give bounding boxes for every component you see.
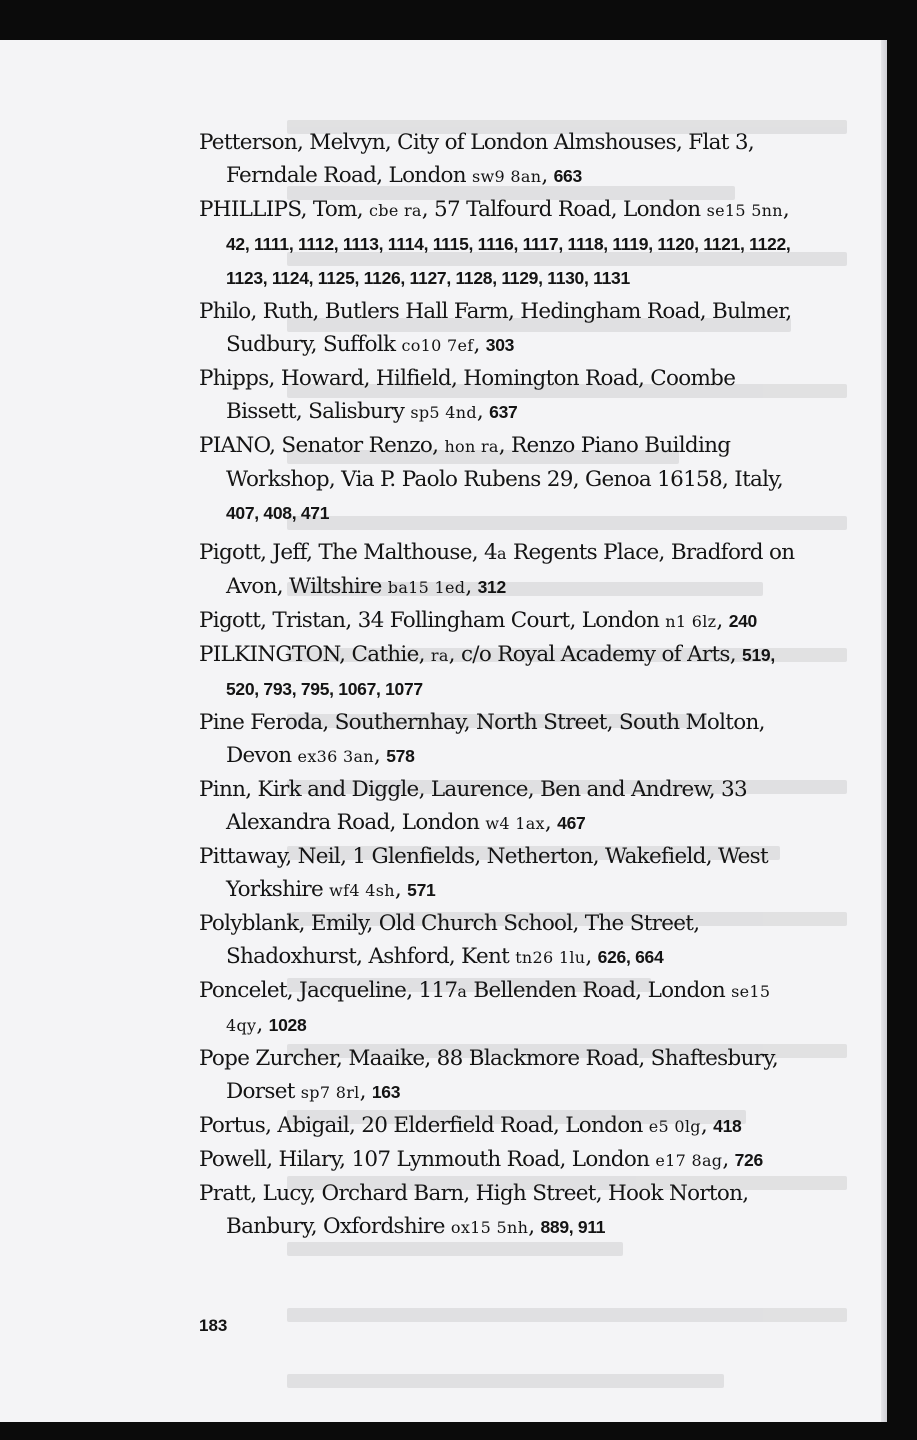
index-entry — [199, 193, 799, 295]
page-refs: 312 — [477, 577, 506, 597]
page-refs: 637 — [489, 402, 518, 422]
separator: , — [716, 608, 729, 633]
entry-text: Phipps, Howard, Hilfield, Homington Road, Coombe Bissett, Salisbury — [199, 366, 736, 424]
page-refs: 240 — [728, 611, 757, 631]
postcode: sw9 8an — [472, 167, 542, 186]
index-entry — [199, 907, 799, 974]
entry-text: , Renzo Piano Building Workshop, Via P. Paolo Rubens 29, Genoa 16158, Italy, — [226, 433, 784, 492]
entry-text: Regents Place, Bradford on Avon, Wiltshire — [226, 540, 795, 599]
page-refs: 303 — [485, 335, 515, 355]
entry-text: Pittaway, Neil, 1 Glenfields, Netherton, Wakefield, West Yorkshire — [199, 844, 768, 902]
honour: cbe ra — [369, 201, 422, 220]
postcode: ex36 3an — [297, 747, 374, 766]
entry-text: Polyblank, Emily, Old Church School, The Street, Shadoxhurst, Ashford, Kent — [199, 911, 700, 969]
index-entry — [199, 706, 799, 773]
postcode: sp5 4nd — [410, 403, 477, 422]
index-entry — [199, 604, 799, 638]
entry-text: Pinn, Kirk and Diggle, Laurence, Ben and Andrew, 33 Alexandra Road, London — [199, 777, 747, 835]
entry-text: PIANO, Senator Renzo, — [199, 433, 445, 458]
entry-text: Powell, Hilary, 107 Lynmouth Road, London — [199, 1147, 656, 1172]
index-entry — [199, 638, 799, 706]
page-refs: 418 — [713, 1116, 742, 1136]
entry-text: PHILLIPS, Tom, — [199, 197, 370, 222]
unit-letter: a — [497, 544, 507, 563]
page-refs: 519, 520, 793, 795, 1067, 1077 — [226, 645, 775, 699]
index-entry — [199, 974, 799, 1042]
postcode: se15 5nn — [706, 201, 783, 220]
unit-letter: a — [457, 982, 468, 1001]
separator: , — [722, 1147, 735, 1172]
entry-text: PILKINGTON, Cathie, — [199, 642, 431, 667]
page-number: 183 — [199, 1316, 228, 1335]
postcode: wf4 4sh — [329, 881, 395, 900]
postcode: se15 4qy — [226, 982, 771, 1035]
page-refs: 42, 1111, 1112, 1113, 1114, 1115, 1116, 1117, 1118, 1119, 1120, 1121, 1122, 1123, 1124, 1125, 1126, 1127, 1128, 1129, 1130, 1131 — [226, 234, 791, 288]
page-refs: 663 — [553, 166, 582, 186]
index-entry — [199, 126, 799, 193]
separator: , — [528, 1214, 541, 1239]
honour: hon ra — [444, 437, 499, 456]
page-refs: 578 — [386, 746, 415, 766]
separator: , — [700, 1113, 714, 1138]
index-entry — [199, 1177, 799, 1244]
page-refs: 726 — [734, 1150, 763, 1170]
honour: ra — [430, 646, 449, 665]
postcode: co10 7ef — [401, 336, 474, 355]
postcode: ox15 5nh — [450, 1218, 529, 1237]
index-entry — [199, 536, 799, 604]
page-edge — [881, 40, 887, 1422]
page-refs: 163 — [371, 1082, 401, 1102]
page-refs: 889, 911 — [540, 1217, 606, 1237]
index-entry — [199, 1109, 799, 1143]
entry-text: Philo, Ruth, Butlers Hall Farm, Hedingham Road, Bulmer, Sudbury, Suffolk — [199, 299, 792, 357]
separator: , — [544, 810, 558, 835]
index-entry — [199, 362, 799, 429]
separator: , — [359, 1079, 372, 1104]
page-refs: 467 — [557, 813, 586, 833]
separator: , — [541, 163, 554, 188]
entry-text: Portus, Abigail, 20 Elderfield Road, London — [199, 1113, 649, 1138]
entry-text: Poncelet, Jacqueline, 117 — [199, 978, 458, 1003]
entry-text: , 57 Talfourd Road, London — [421, 197, 707, 222]
page-refs: 407, 408, 471 — [226, 503, 330, 523]
postcode: e17 8ag — [655, 1151, 723, 1170]
separator: , — [465, 574, 478, 599]
index-entry — [199, 1143, 799, 1177]
postcode: tn26 1lu — [515, 948, 586, 967]
entry-text: Pigott, Jeff, The Malthouse, 4 — [199, 540, 497, 565]
postcode: e5 0lg — [648, 1117, 701, 1136]
separator: , — [473, 332, 486, 357]
page-refs: 571 — [407, 880, 436, 900]
entry-text: Pigott, Tristan, 34 Follingham Court, London — [199, 608, 666, 633]
postcode: sp7 8rl — [300, 1083, 360, 1102]
entry-text: Pratt, Lucy, Orchard Barn, High Street, Hook Norton, Banbury, Oxfordshire — [199, 1181, 749, 1239]
entry-text: Bellenden Road, London — [467, 978, 732, 1003]
entry-text: Pope Zurcher, Maaike, 88 Blackmore Road, Shaftesbury, Dorset — [199, 1046, 779, 1104]
separator: , — [585, 944, 598, 969]
index-entry — [199, 429, 799, 530]
index-entry — [199, 840, 799, 907]
postcode: ba15 1ed — [387, 578, 466, 597]
postcode: w4 1ax — [485, 814, 545, 833]
separator: , — [373, 743, 387, 768]
page-refs: 626, 664 — [597, 947, 664, 967]
index-entry — [199, 295, 799, 362]
entry-text: Petterson, Melvyn, City of London Almshouses, Flat 3, Ferndale Road, London — [199, 130, 754, 188]
separator: , — [476, 399, 490, 424]
entry-text: , c/o Royal Academy of Arts, — [448, 642, 736, 667]
separator: , — [394, 877, 408, 902]
postcode: n1 6lz — [665, 612, 717, 631]
entry-text: Pine Feroda, Southernhay, North Street, South Molton, Devon — [199, 710, 765, 768]
index-entry — [199, 1042, 799, 1109]
index-list — [199, 126, 799, 1244]
book-page — [0, 40, 887, 1422]
separator: , — [256, 1012, 269, 1037]
separator: , — [782, 197, 790, 222]
index-entry — [199, 773, 799, 840]
page-refs: 1028 — [268, 1015, 307, 1035]
